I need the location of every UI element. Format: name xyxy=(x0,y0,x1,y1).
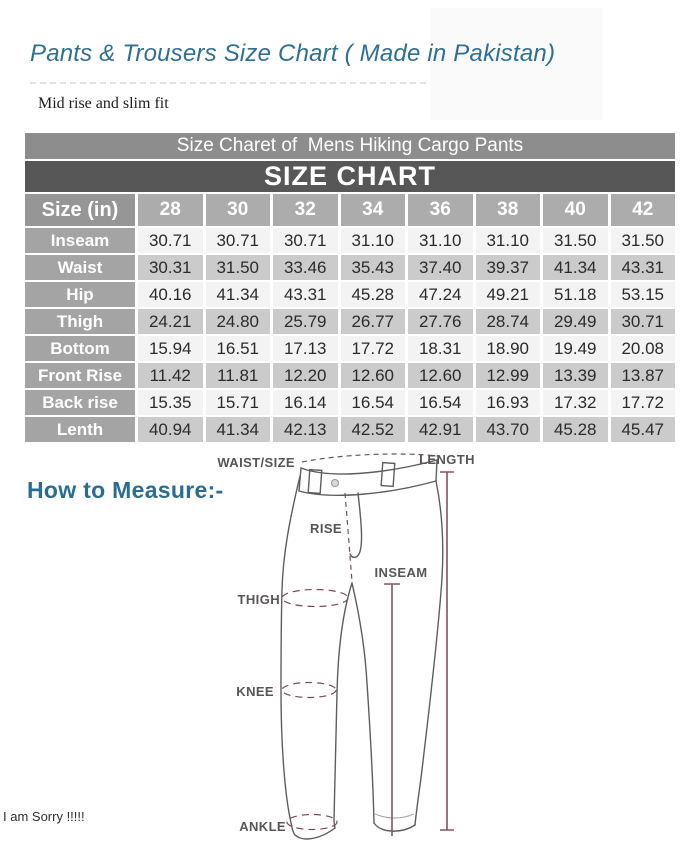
size-column-header: 40 xyxy=(543,194,608,226)
left-leg-inner xyxy=(334,583,352,828)
value-cell: 28.74 xyxy=(476,309,541,334)
row-label-cell: Lenth xyxy=(25,417,135,442)
size-column-header: 28 xyxy=(138,194,203,226)
table-row xyxy=(25,417,675,442)
value-cell: 16.54 xyxy=(341,390,406,415)
value-cell: 30.71 xyxy=(206,228,271,253)
value-cell: 41.34 xyxy=(543,255,608,280)
rise-dashed-line xyxy=(345,493,352,581)
value-cell: 43.31 xyxy=(611,255,676,280)
right-leg-inner xyxy=(352,583,374,823)
pants-measurement-diagram xyxy=(212,448,482,850)
table-row xyxy=(25,228,675,253)
size-column-header: 36 xyxy=(408,194,473,226)
size-column-header: 32 xyxy=(273,194,338,226)
footer-note: I am Sorry !!!!! xyxy=(3,809,85,824)
value-cell: 41.34 xyxy=(206,282,271,307)
value-cell: 31.10 xyxy=(476,228,541,253)
value-cell: 16.93 xyxy=(476,390,541,415)
waist-button xyxy=(332,480,339,487)
value-cell: 18.31 xyxy=(408,336,473,361)
size-column-header: 42 xyxy=(611,194,676,226)
value-cell: 12.20 xyxy=(273,363,338,388)
value-cell: 15.71 xyxy=(206,390,271,415)
value-cell: 17.72 xyxy=(341,336,406,361)
value-cell: 18.90 xyxy=(476,336,541,361)
value-cell: 16.51 xyxy=(206,336,271,361)
right-leg-outer xyxy=(415,481,443,825)
value-cell: 13.39 xyxy=(543,363,608,388)
value-cell: 16.54 xyxy=(408,390,473,415)
knee-ellipse xyxy=(282,683,336,698)
rise-label: RISE xyxy=(310,521,342,536)
value-cell: 39.37 xyxy=(476,255,541,280)
value-cell: 24.21 xyxy=(138,309,203,334)
table-row xyxy=(25,363,675,388)
value-cell: 53.15 xyxy=(611,282,676,307)
value-cell: 42.91 xyxy=(408,417,473,442)
how-to-measure-heading: How to Measure:- xyxy=(27,477,224,503)
thigh-ellipse xyxy=(282,590,348,607)
value-cell: 17.13 xyxy=(273,336,338,361)
fit-subtitle: Mid rise and slim fit xyxy=(38,95,169,112)
thigh-label: THIGH xyxy=(237,592,280,607)
value-cell: 37.40 xyxy=(408,255,473,280)
value-cell: 43.70 xyxy=(476,417,541,442)
value-cell: 17.72 xyxy=(611,390,676,415)
value-cell: 47.24 xyxy=(408,282,473,307)
value-cell: 49.21 xyxy=(476,282,541,307)
banner-row xyxy=(25,133,675,159)
row-label-cell: Inseam xyxy=(25,228,135,253)
dashed-divider xyxy=(30,82,426,84)
value-cell: 20.08 xyxy=(611,336,676,361)
value-cell: 12.99 xyxy=(476,363,541,388)
value-cell: 51.18 xyxy=(543,282,608,307)
belt-loop xyxy=(381,463,395,487)
value-cell: 12.60 xyxy=(341,363,406,388)
size-table-body xyxy=(25,228,675,442)
value-cell: 30.71 xyxy=(611,309,676,334)
value-cell: 15.94 xyxy=(138,336,203,361)
value-cell: 27.76 xyxy=(408,309,473,334)
value-cell: 42.52 xyxy=(341,417,406,442)
inseam-label: INSEAM xyxy=(374,565,428,580)
right-hem xyxy=(374,823,415,831)
size-chart-header: SIZE CHART xyxy=(25,161,675,192)
value-cell: 30.71 xyxy=(273,228,338,253)
value-cell: 45.47 xyxy=(611,417,676,442)
value-cell: 35.43 xyxy=(341,255,406,280)
value-cell: 40.16 xyxy=(138,282,203,307)
value-cell: 31.10 xyxy=(408,228,473,253)
table-row xyxy=(25,309,675,334)
value-cell: 13.87 xyxy=(611,363,676,388)
table-row xyxy=(25,282,675,307)
value-cell: 12.60 xyxy=(408,363,473,388)
value-cell: 30.31 xyxy=(138,255,203,280)
size-chart-title-row xyxy=(25,161,675,192)
length-label: LENGTH xyxy=(419,452,475,467)
value-cell: 11.81 xyxy=(206,363,271,388)
value-cell: 45.28 xyxy=(341,282,406,307)
value-cell: 40.94 xyxy=(138,417,203,442)
corner-cell xyxy=(25,194,135,226)
fly-seam xyxy=(350,493,362,557)
row-label-cell: Front Rise xyxy=(25,363,135,388)
value-cell: 11.42 xyxy=(138,363,203,388)
right-hem-stitch xyxy=(375,814,414,818)
value-cell: 29.49 xyxy=(543,309,608,334)
ankle-label: ANKLE xyxy=(239,819,286,834)
value-cell: 43.31 xyxy=(273,282,338,307)
knee-label: KNEE xyxy=(236,684,274,699)
waist-dashed-line xyxy=(302,454,438,462)
ankle-ellipse xyxy=(287,815,337,830)
value-cell: 16.14 xyxy=(273,390,338,415)
size-column-header: 30 xyxy=(206,194,271,226)
value-cell: 42.13 xyxy=(273,417,338,442)
value-cell: 45.28 xyxy=(543,417,608,442)
value-cell: 41.34 xyxy=(206,417,271,442)
size-header-row xyxy=(25,194,675,226)
value-cell: 31.50 xyxy=(206,255,271,280)
row-label-cell: Back rise xyxy=(25,390,135,415)
page-title: Pants & Trousers Size Chart ( Made in Pakistan) xyxy=(30,40,556,67)
size-column-header: 38 xyxy=(476,194,541,226)
corner-unit: (in) xyxy=(81,198,119,221)
value-cell: 30.71 xyxy=(138,228,203,253)
row-label-cell: Thigh xyxy=(25,309,135,334)
corner-label: Size xyxy=(41,198,82,221)
row-label-cell: Bottom xyxy=(25,336,135,361)
value-cell: 31.50 xyxy=(543,228,608,253)
size-chart-table xyxy=(22,131,678,444)
inseam-measure-line xyxy=(384,584,400,836)
value-cell: 26.77 xyxy=(341,309,406,334)
table-row xyxy=(25,255,675,280)
waist-size-label: WAIST/SIZE xyxy=(217,455,295,470)
value-cell: 17.32 xyxy=(543,390,608,415)
value-cell: 19.49 xyxy=(543,336,608,361)
value-cell: 31.10 xyxy=(341,228,406,253)
value-cell: 15.35 xyxy=(138,390,203,415)
value-cell: 33.46 xyxy=(273,255,338,280)
table-row xyxy=(25,390,675,415)
row-label-cell: Waist xyxy=(25,255,135,280)
size-column-header: 34 xyxy=(341,194,406,226)
row-label-cell: Hip xyxy=(25,282,135,307)
value-cell: 31.50 xyxy=(611,228,676,253)
value-cell: 24.80 xyxy=(206,309,271,334)
table-row xyxy=(25,336,675,361)
value-cell: 25.79 xyxy=(273,309,338,334)
table-banner: Size Charet of Mens Hiking Cargo Pants xyxy=(25,133,675,159)
